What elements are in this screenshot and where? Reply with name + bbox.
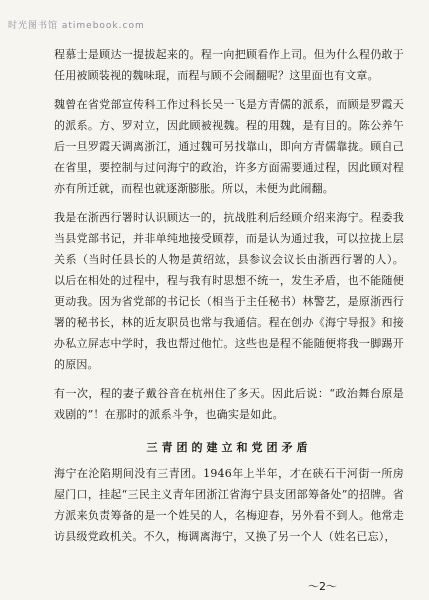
paragraph-3: 我是在浙西行署时认识顾达一的，抗战胜利后经顾介绍来海宁。程委我当县党部书记，并非单纯地接受顾荐，而是认为通过我，可以拉拢上层关系（当时任县长的人物是黄绍竑，县参议会议长由浙西行署的人）。以后在相处的过程中，程与我有时思想不统一，发生矛盾，也不能随便更动我。因为省党部的书记长（相当于主任秘书）林警艺，是原浙西行署的秘书长，林的近友职员也常与我通信。程在创办《海宁导报》和接办私立屏志中学时，我也帮过他忙。这些也是程不能随便将我一脚踢开的原因。 (54, 211, 404, 371)
section-paragraph: 海宁在沦陷期间没有三青团。1946年上半年，才在硖石干河街一所房屋门口，挂起“三民主义青年团浙江省海宁县支团部筹备处”的招牌。省方派来负责筹备的是一个姓吴的人，名梅迎春，另外看不到人。他常走访县级党政机关。不久，梅调离海宁，又换了另一个人（姓名已忘）， (54, 467, 404, 543)
page-number: ～2～ (308, 580, 337, 593)
paragraph-1: 程慕士是顾达一提拔起来的。程一向把顾看作上司。但为什么程仍敢于任用被顾装视的魏味琨，而程与顾不会闹翻呢？这里面也有文章。 (54, 48, 404, 82)
paragraph-2: 魏曾在省党部宣传科工作过科长吴一飞是方青儒的派系，而顾是罗霞天的派系。方、罗对立，因此顾被视魏。程的用魏，是有目的。陈公养午后一旦罗霞天调离浙江，通过魏可另找靠山，即向方青儒靠拢。顾自己在省里，要控制与过问海宁的政治，许多方面需要通过程，因此顾对程亦有所迁就，而程也就逐渐膨胀。所以，未便为此闹翻。 (54, 98, 404, 195)
section-heading: 三青团的建立和党团矛盾 (146, 441, 312, 454)
paragraph-4: 有一次，程的妻子戴谷音在杭州住了多天。因此后说：“政治舞台原是戏剧的”！在那时的派系斗争，也确实是如此。 (54, 387, 404, 421)
document-body (54, 44, 404, 547)
watermark: 时光图书馆 atimebook.com (8, 21, 145, 31)
